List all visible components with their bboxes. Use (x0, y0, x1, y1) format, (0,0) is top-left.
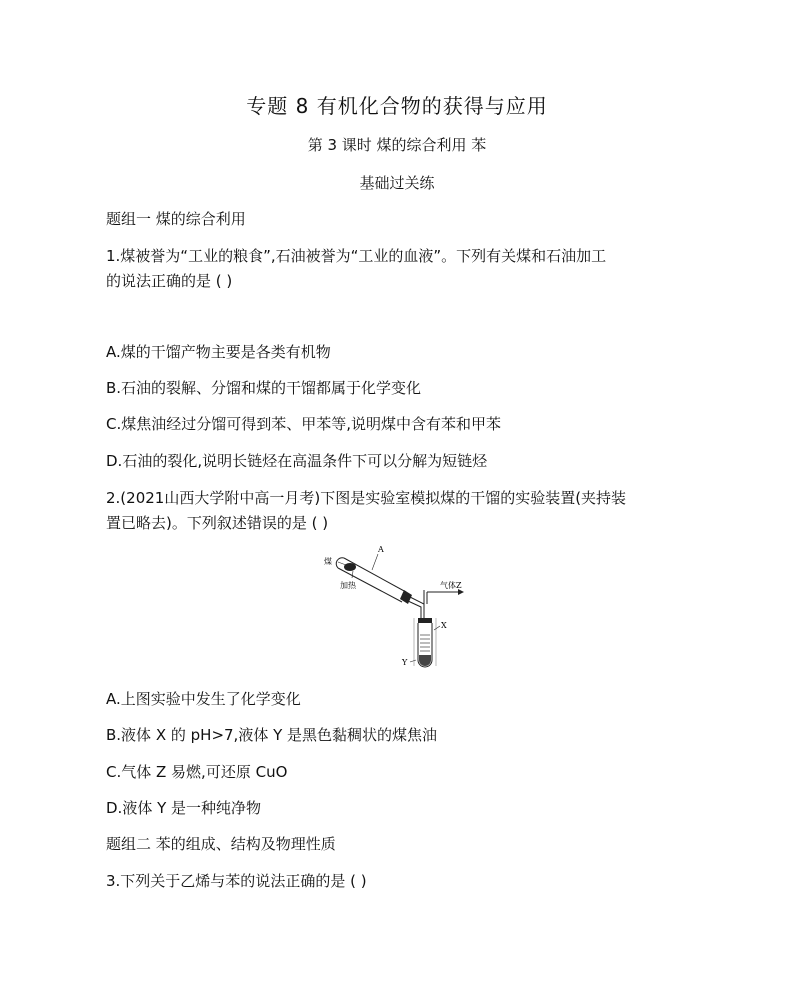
page-title: 专题 8 有机化合物的获得与应用 (246, 94, 548, 118)
delivery-tube (408, 589, 464, 618)
q2-stem-line2: 置已略去)。下列叙述错误的是 ( ) (106, 514, 329, 532)
q1-option-d: D.石油的裂化,说明长链烃在高温条件下可以分解为短链烃 (106, 452, 488, 470)
q2-stem-line1: 2.(2021山西大学附中高一月考)下图是实验室模拟煤的干馏的实验装置(夹持装 (106, 489, 627, 507)
label-y: Y (402, 658, 408, 667)
label-coal: 煤 (324, 557, 332, 566)
label-x: X (441, 621, 447, 630)
coal-sample (344, 563, 356, 571)
dry-distillation-apparatus (318, 540, 488, 670)
q2-option-d: D.液体 Y 是一种纯净物 (106, 799, 262, 817)
q2-option-a: A.上图实验中发生了化学变化 (106, 690, 301, 708)
label-a: A (378, 545, 384, 554)
q2-option-b: B.液体 X 的 pH>7,液体 Y 是黑色黏稠状的煤焦油 (106, 726, 438, 744)
lesson-subtitle: 第 3 课时 煤的综合利用 苯 (307, 136, 487, 154)
label-gas-z: 气体Z (440, 581, 462, 590)
q1-option-b: B.石油的裂解、分馏和煤的干馏都属于化学变化 (106, 379, 422, 397)
group-heading-1: 题组一 煤的综合利用 (106, 210, 246, 228)
q1-stem-line1: 1.煤被誉为“工业的粮食”,石油被誉为“工业的血液”。下列有关煤和石油加工 (106, 247, 607, 265)
receiving-tube (414, 618, 436, 667)
q3-stem-line1: 3.下列关于乙烯与苯的说法正确的是 ( ) (106, 872, 367, 890)
label-heat: 加热 (340, 581, 356, 590)
q1-option-c: C.煤焦油经过分馏可得到苯、甲苯等,说明煤中含有苯和甲苯 (106, 415, 502, 433)
q1-stem-line2: 的说法正确的是 ( ) (106, 272, 233, 290)
section-heading: 基础过关练 (359, 174, 435, 192)
q1-option-a: A.煤的干馏产物主要是各类有机物 (106, 343, 331, 361)
q2-option-c: C.气体 Z 易燃,可还原 CuO (106, 763, 288, 781)
group-heading-2: 题组二 苯的组成、结构及物理性质 (106, 835, 336, 853)
